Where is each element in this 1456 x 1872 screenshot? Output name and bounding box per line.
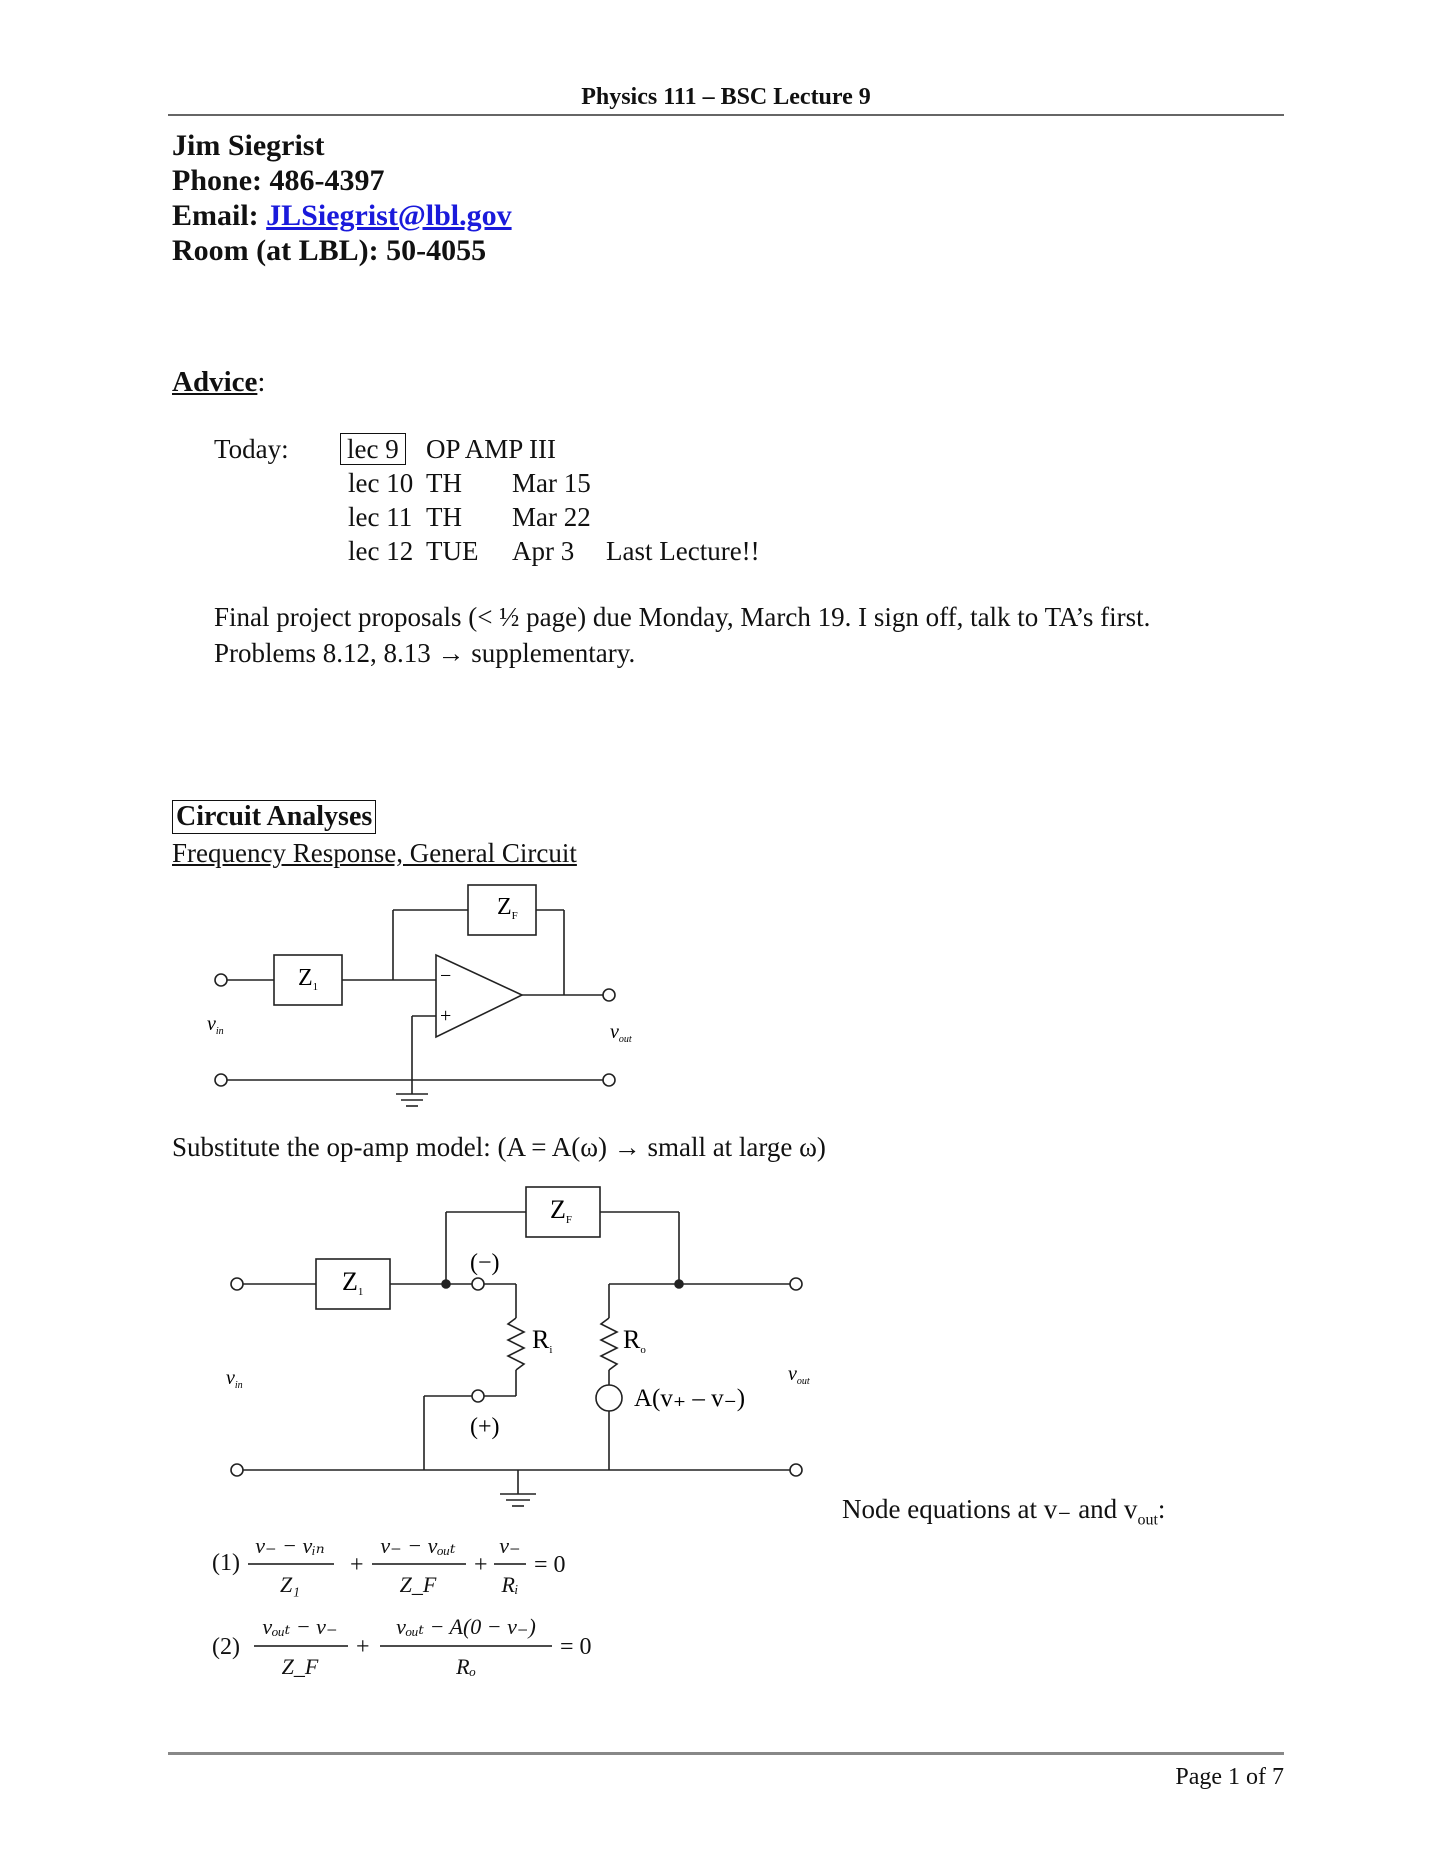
z1-label: $Z_1$: [298, 965, 319, 993]
eq2-t1-num: vₒᵤₜ − v₋: [262, 1614, 338, 1639]
eq1-t2-num: v₋ − vₒᵤₜ: [380, 1533, 456, 1558]
schedule-lec: lec 11: [348, 502, 413, 532]
phone-number: 486-4397: [269, 164, 385, 197]
advice-note: Problems 8.12, 8.13 → supplementary.: [214, 638, 636, 668]
node-equations-text: Node equations at v₋ and v: [842, 1494, 1138, 1524]
advice-colon: :: [257, 366, 266, 398]
zf-label: $Z_F$: [497, 894, 518, 922]
room-label: Room (at LBL):: [172, 234, 379, 267]
email-link[interactable]: JLSiegrist@lbl.gov: [266, 199, 512, 232]
eq2-label: (2): [212, 1634, 240, 1660]
plus-node-label: (+): [470, 1414, 500, 1440]
eq1-rhs: = 0: [534, 1552, 566, 1578]
vout-label: $v_{out}$: [788, 1363, 810, 1387]
vin-label: $v_{in}$: [226, 1367, 243, 1391]
schedule-topic: OP AMP III: [426, 434, 557, 464]
schedule-lec: lec 12: [348, 536, 414, 566]
eq2-rhs: = 0: [560, 1634, 592, 1660]
advice-note: Final project proposals (< ½ page) due Monday, March 19. I sign off, talk to TA’s first.: [214, 602, 1151, 632]
minus-node-label: (−): [470, 1250, 500, 1276]
ro-label: Ro: [623, 1325, 646, 1356]
eq1-t3-den: Rᵢ: [501, 1572, 519, 1597]
z1-label: Z1: [342, 1267, 364, 1298]
schedule-lec: lec 10: [348, 468, 414, 498]
eq2-t1-den: Z_F: [281, 1654, 319, 1679]
schedule-date: Apr 3: [512, 536, 575, 566]
page-number: Page 1 of 7: [1175, 1764, 1284, 1790]
eq2-t2-den: Rₒ: [456, 1654, 476, 1679]
schedule-date: Mar 22: [512, 502, 591, 532]
eq1-plus: +: [350, 1552, 364, 1578]
eq1-t1-num: v₋ − vᵢₙ: [255, 1533, 325, 1558]
schedule-day: TUE: [426, 536, 479, 566]
eq2-t2-num: vₒᵤₜ − A(0 − v₋): [396, 1614, 536, 1639]
eq2-plus: +: [356, 1634, 370, 1660]
section-title: Circuit Analyses: [172, 800, 376, 834]
schedule-day: TH: [426, 468, 462, 498]
substitute-text: Substitute the op-amp model: (A = A(ω) → small at large ω): [172, 1132, 826, 1162]
node-equations-colon: :: [1157, 1494, 1166, 1524]
room-number: 50-4055: [386, 234, 487, 267]
eq1-label: (1): [212, 1550, 240, 1576]
vout-label: $v_{out}$: [610, 1021, 632, 1045]
op-amp-plus: +: [440, 1005, 452, 1027]
eq1-t3-num: v₋: [499, 1533, 521, 1558]
op-amp-minus: −: [440, 965, 452, 987]
advice-heading-text: Advice: [172, 366, 258, 398]
ri-label: Ri: [532, 1325, 553, 1356]
instructor-name: Jim Siegrist: [172, 129, 325, 162]
zf-label: ZF: [550, 1195, 573, 1226]
section-subtitle: Frequency Response, General Circuit: [172, 838, 577, 868]
eq1-t1-den: Z₁: [280, 1572, 300, 1597]
current-lecture-box: lec 9: [340, 433, 406, 465]
today-label: Today:: [214, 434, 289, 464]
phone-label: Phone:: [172, 164, 262, 197]
schedule-day: TH: [426, 502, 462, 532]
schedule-date: Mar 15: [512, 468, 591, 498]
vin-label: $v_{in}$: [207, 1013, 224, 1037]
page-header: Physics 111 – BSC Lecture 9: [581, 84, 871, 110]
schedule-note: Last Lecture!!: [606, 536, 760, 566]
node-equations-sub: out: [1137, 1511, 1158, 1529]
dependent-source-label: A(v₊ – v₋): [634, 1385, 746, 1412]
footer-rule: [168, 1752, 1284, 1755]
eq1-plus: +: [474, 1552, 488, 1578]
eq1-t2-den: Z_F: [399, 1572, 437, 1597]
email-label: Email:: [172, 199, 259, 232]
